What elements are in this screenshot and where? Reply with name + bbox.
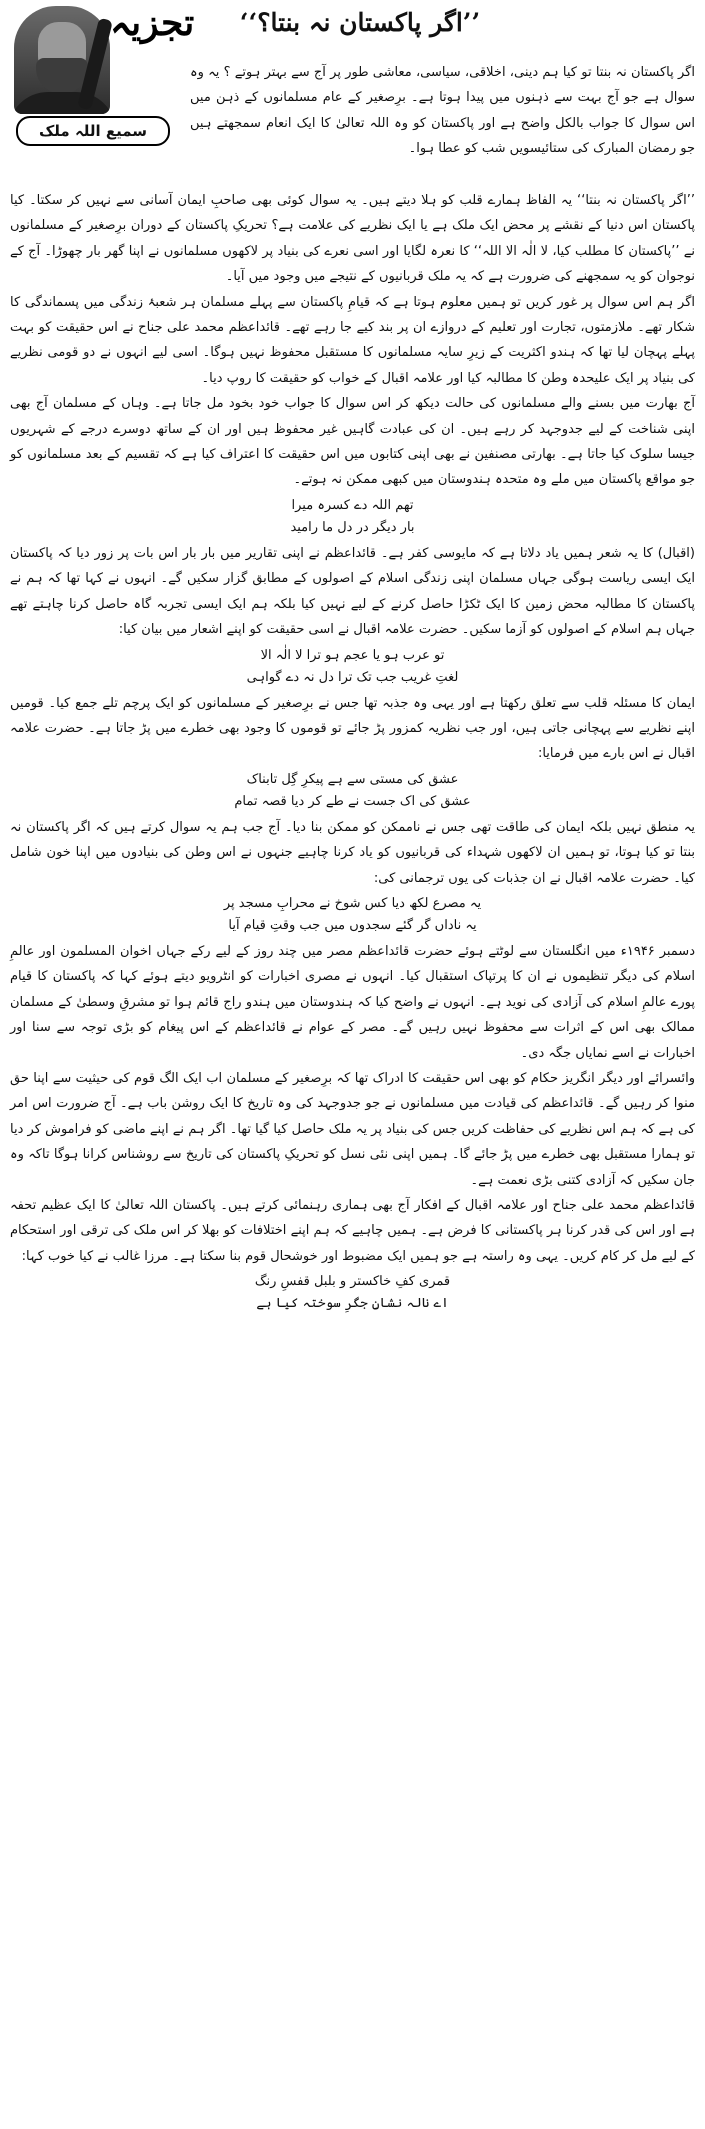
verse-line: عشق کی اک جست نے طے کر دیا قصہ تمام (234, 793, 471, 809)
paragraph: اگر پاکستان نہ بنتا تو کیا ہم دینی، اخلاقی، سیاسی، معاشی طور پر آج سے بہتر ہوتے ؟ یہ وہ سوال ہے جو آج بہت سے ذہنوں میں پیدا ہوتا ہے۔ برِصغیر کے عام مسلمانوں کے ذہن میں اس سوال کا جواب بالکل واضح ہے اور پاکستان کو وہ اللہ تعالیٰ کا ایک انعام سمجھتے ہیں جو رمضان المبارک کی ستائیسویں شب کو عطا ہوا۔ (190, 65, 695, 157)
author-name: سمیع اللہ ملک (16, 116, 170, 146)
verse-block (10, 1271, 695, 1315)
verse-block (10, 645, 695, 689)
paragraph: اگر ہم اس سوال پر غور کریں تو ہمیں معلوم ہوتا ہے کہ قیامِ پاکستان سے پہلے مسلمان ہر شعبۂ زندگی میں پسماندگی کا شکار تھے۔ ملازمتوں، تجارت اور تعلیم کے دروازے ان پر بند کیے جا رہے تھے۔ قائداعظم محمد علی جناح نے اس حقیقت کو بہت پہلے پہچان لیا تھا کہ ہندو اکثریت کے زیرِ سایہ مسلمانوں کا مستقبل محفوظ نہیں ہوگا۔ اسی لیے انہوں نے دو قومی نظریے کی بنیاد پر ایک علیحدہ وطن کا مطالبہ کیا اور علامہ اقبال کے خواب کو حقیقت کا روپ دیا۔ (10, 294, 695, 386)
verse-line: یہ ناداں گر گئے سجدوں میں جب وقتِ قیام آیا (228, 917, 477, 933)
verse-line: تو عرب ہو یا عجم ہو ترا لا الٰہ الا (260, 647, 445, 663)
paragraph: وائسرائے اور دیگر انگریز حکام کو بھی اس حقیقت کا ادراک تھا کہ برِصغیر کے مسلمان اب ایک الگ قوم کی حیثیت سے اپنا حق منوا کر رہیں گے۔ قائداعظم کی قیادت میں مسلمانوں نے جو جدوجہد کی وہ تاریخ کا ایک روشن باب ہے۔ آج ضرورت اس امر کی ہے کہ ہم اس نظریے کی حفاظت کریں جس کی بنیاد پر یہ ملک حاصل کیا گیا تھا۔ اگر ہم نے اپنے ماضی کو فراموش کر دیا تو ہمارا مستقبل بھی خطرے میں پڑ جائے گا۔ ہمیں اپنی نئی نسل کو تحریکِ پاکستان کی تاریخ سے روشناس کرانا ہوگا تاکہ وہ جان سکیں کہ آزادی کتنی بڑی نعمت ہے۔ (10, 1070, 695, 1188)
author-shoulders (14, 92, 110, 114)
paragraph: قائداعظم محمد علی جناح اور علامہ اقبال کے افکار آج بھی ہماری رہنمائی کرتے ہیں۔ پاکستان اللہ تعالیٰ کا ایک عظیم تحفہ ہے اور اس کی قدر کرنا ہر پاکستانی کا فرض ہے۔ ہمیں چاہیے کہ ہم اپنے اختلافات کو بھلا کر اس ملک کی ترقی اور استحکام کے لیے مل کر کام کریں۔ یہی وہ راستہ ہے جو ہمیں ایک مضبوط اور خوشحال قوم بنا سکتا ہے۔ مرزا غالب نے کیا خوب کہا: (10, 1198, 695, 1264)
verse-line: لغتِ غریب جب تک ترا دل نہ دے گواہی (246, 669, 459, 685)
verse-line: یہ مصرع لکھ دیا کس شوخ نے محرابِ مسجد پر (223, 895, 482, 911)
paragraph: آج بھارت میں بسنے والے مسلمانوں کی حالت دیکھ کر اس سوال کا جواب خود بخود مل جاتا ہے۔ وہاں کے مسلمان آج بھی اپنی شناخت کے لیے جدوجہد کر رہے ہیں۔ ان کی عبادت گاہیں غیر محفوظ ہیں اور ان کے ساتھ دوسرے درجے کے شہریوں جیسا سلوک کیا جاتا ہے۔ بھارتی مصنفین نے بھی اپنی کتابوں میں اس حقیقت کا اعتراف کیا ہے کہ تقسیم کے بعد مسلمانوں کو جو مواقع پاکستان میں ملے وہ متحدہ ہندوستان میں کبھی ممکن نہ ہوتے۔ (10, 396, 695, 488)
verse-block (10, 893, 695, 937)
headline: ’’اگر پاکستان نہ بنتا؟‘‘ (239, 8, 481, 37)
paragraph: دسمبر ۱۹۴۶ء میں انگلستان سے لوٹتے ہوئے حضرت قائداعظم مصر میں چند روز کے لیے رکے جہاں اخوان المسلمون اور عالمِ اسلام کی دیگر تنظیموں نے ان کا پرتپاک استقبال کیا۔ انہوں نے مصری اخبارات کو انٹرویو دیتے ہوئے کہا کہ پاکستان کا قیام پورے عالمِ اسلام کی آزادی کی نوید ہے۔ انہوں نے واضح کیا کہ ہندوستان میں ہندو راج قائم ہوا تو مشرقِ وسطیٰ کے مسلمان ممالک بھی اس کے اثرات سے محفوظ نہیں رہیں گے۔ مصر کے عوام نے قائداعظم کے اس پیغام کو بڑی توجہ سے سنا اور اخبارات نے اسے نمایاں جگہ دی۔ (10, 943, 695, 1061)
column-kicker: تجزیہ (110, 2, 195, 44)
verse-block (10, 769, 695, 813)
verse-block (10, 495, 695, 539)
paragraph: ایمان کا مسئلہ قلب سے تعلق رکھتا ہے اور یہی وہ جذبہ تھا جس نے برِصغیر کے مسلمانوں کو ایک پرچم تلے جمع کیا۔ قومیں اپنے نظریے سے پہچانی جاتی ہیں، اور جب نظریہ کمزور پڑ جائے تو قوموں کا وجود بھی خطرے میں پڑ جاتا ہے۔ حضرت علامہ اقبال نے اس بارے میں فرمایا: (10, 695, 695, 762)
article-body (10, 188, 695, 1317)
intro-paragraph (190, 60, 695, 162)
verse-line: عشق کی مستی سے ہے پیکرِ گِل تابناک (246, 771, 459, 787)
paragraph: (اقبال) کا یہ شعر ہمیں یاد دلاتا ہے کہ مایوسی کفر ہے۔ قائداعظم نے اپنی تقاریر میں بار بار اس بات پر زور دیا کہ پاکستان ایک ایسی ریاست ہوگی جہاں مسلمان اپنی زندگی اسلام کے اصولوں کے مطابق گزار سکیں گے۔ انہوں نے کہا تھا کہ ہم نے پاکستان کا مطالبہ محض زمین کا ایک ٹکڑا حاصل کرنے کے لیے نہیں کیا بلکہ ہم ایک ایسی تجربہ گاہ حاصل کرنا چاہتے تھے جہاں ہم اسلام کے اصولوں کو آزما سکیں۔ حضرت علامہ اقبال نے اسی حقیقت کو اپنے اشعار میں بیان کیا: (10, 545, 695, 638)
verse-line: اے نالہ نشانِ جگرِ سوختہ کیا ہے (256, 1296, 449, 1312)
paragraph: ’’اگر پاکستان نہ بنتا‘‘ یہ الفاظ ہمارے قلب کو ہلا دیتے ہیں۔ یہ سوال کوئی بھی صاحبِ ایمان آسانی سے نہیں کر سکتا۔ کیا پاکستان اس دنیا کے نقشے پر محض ایک ملک ہے یا ایک نظریے کی علامت ہے؟ تحریکِ پاکستان کے دوران برِصغیر کے مسلمانوں نے ’’پاکستان کا مطلب کیا، لا الٰہ الا اللہ‘‘ کا نعرہ لگایا اور اسی نعرے کی بنیاد پر لاکھوں مسلمانوں نے اپنا گھر بار چھوڑا۔ آج کے نوجوان کو یہ سمجھنے کی ضرورت ہے کہ یہ ملک قربانیوں کے نتیجے میں وجود میں آیا۔ (10, 193, 695, 285)
author-beard (36, 58, 88, 94)
verse-line: تھم اللہ دے کسرہ میرا (291, 497, 414, 513)
paragraph: یہ منطق نہیں بلکہ ایمان کی طاقت تھی جس نے ناممکن کو ممکن بنا دیا۔ آج جب ہم یہ سوال کرتے ہیں کہ اگر پاکستان نہ بنتا تو کیا ہوتا، تو ہمیں ان لاکھوں شہداء کی قربانیوں کو یاد کرنا چاہیے جنہوں نے اس وطن کی بنیادوں میں اپنا خون شامل کیا۔ حضرت علامہ اقبال نے ان جذبات کی یوں ترجمانی کی: (10, 819, 695, 886)
verse-line: قمری کفِ خاکستر و بلبل قفسِ رنگ (254, 1274, 451, 1290)
verse-line: بار دیگر در دل ما رامید (290, 519, 415, 535)
